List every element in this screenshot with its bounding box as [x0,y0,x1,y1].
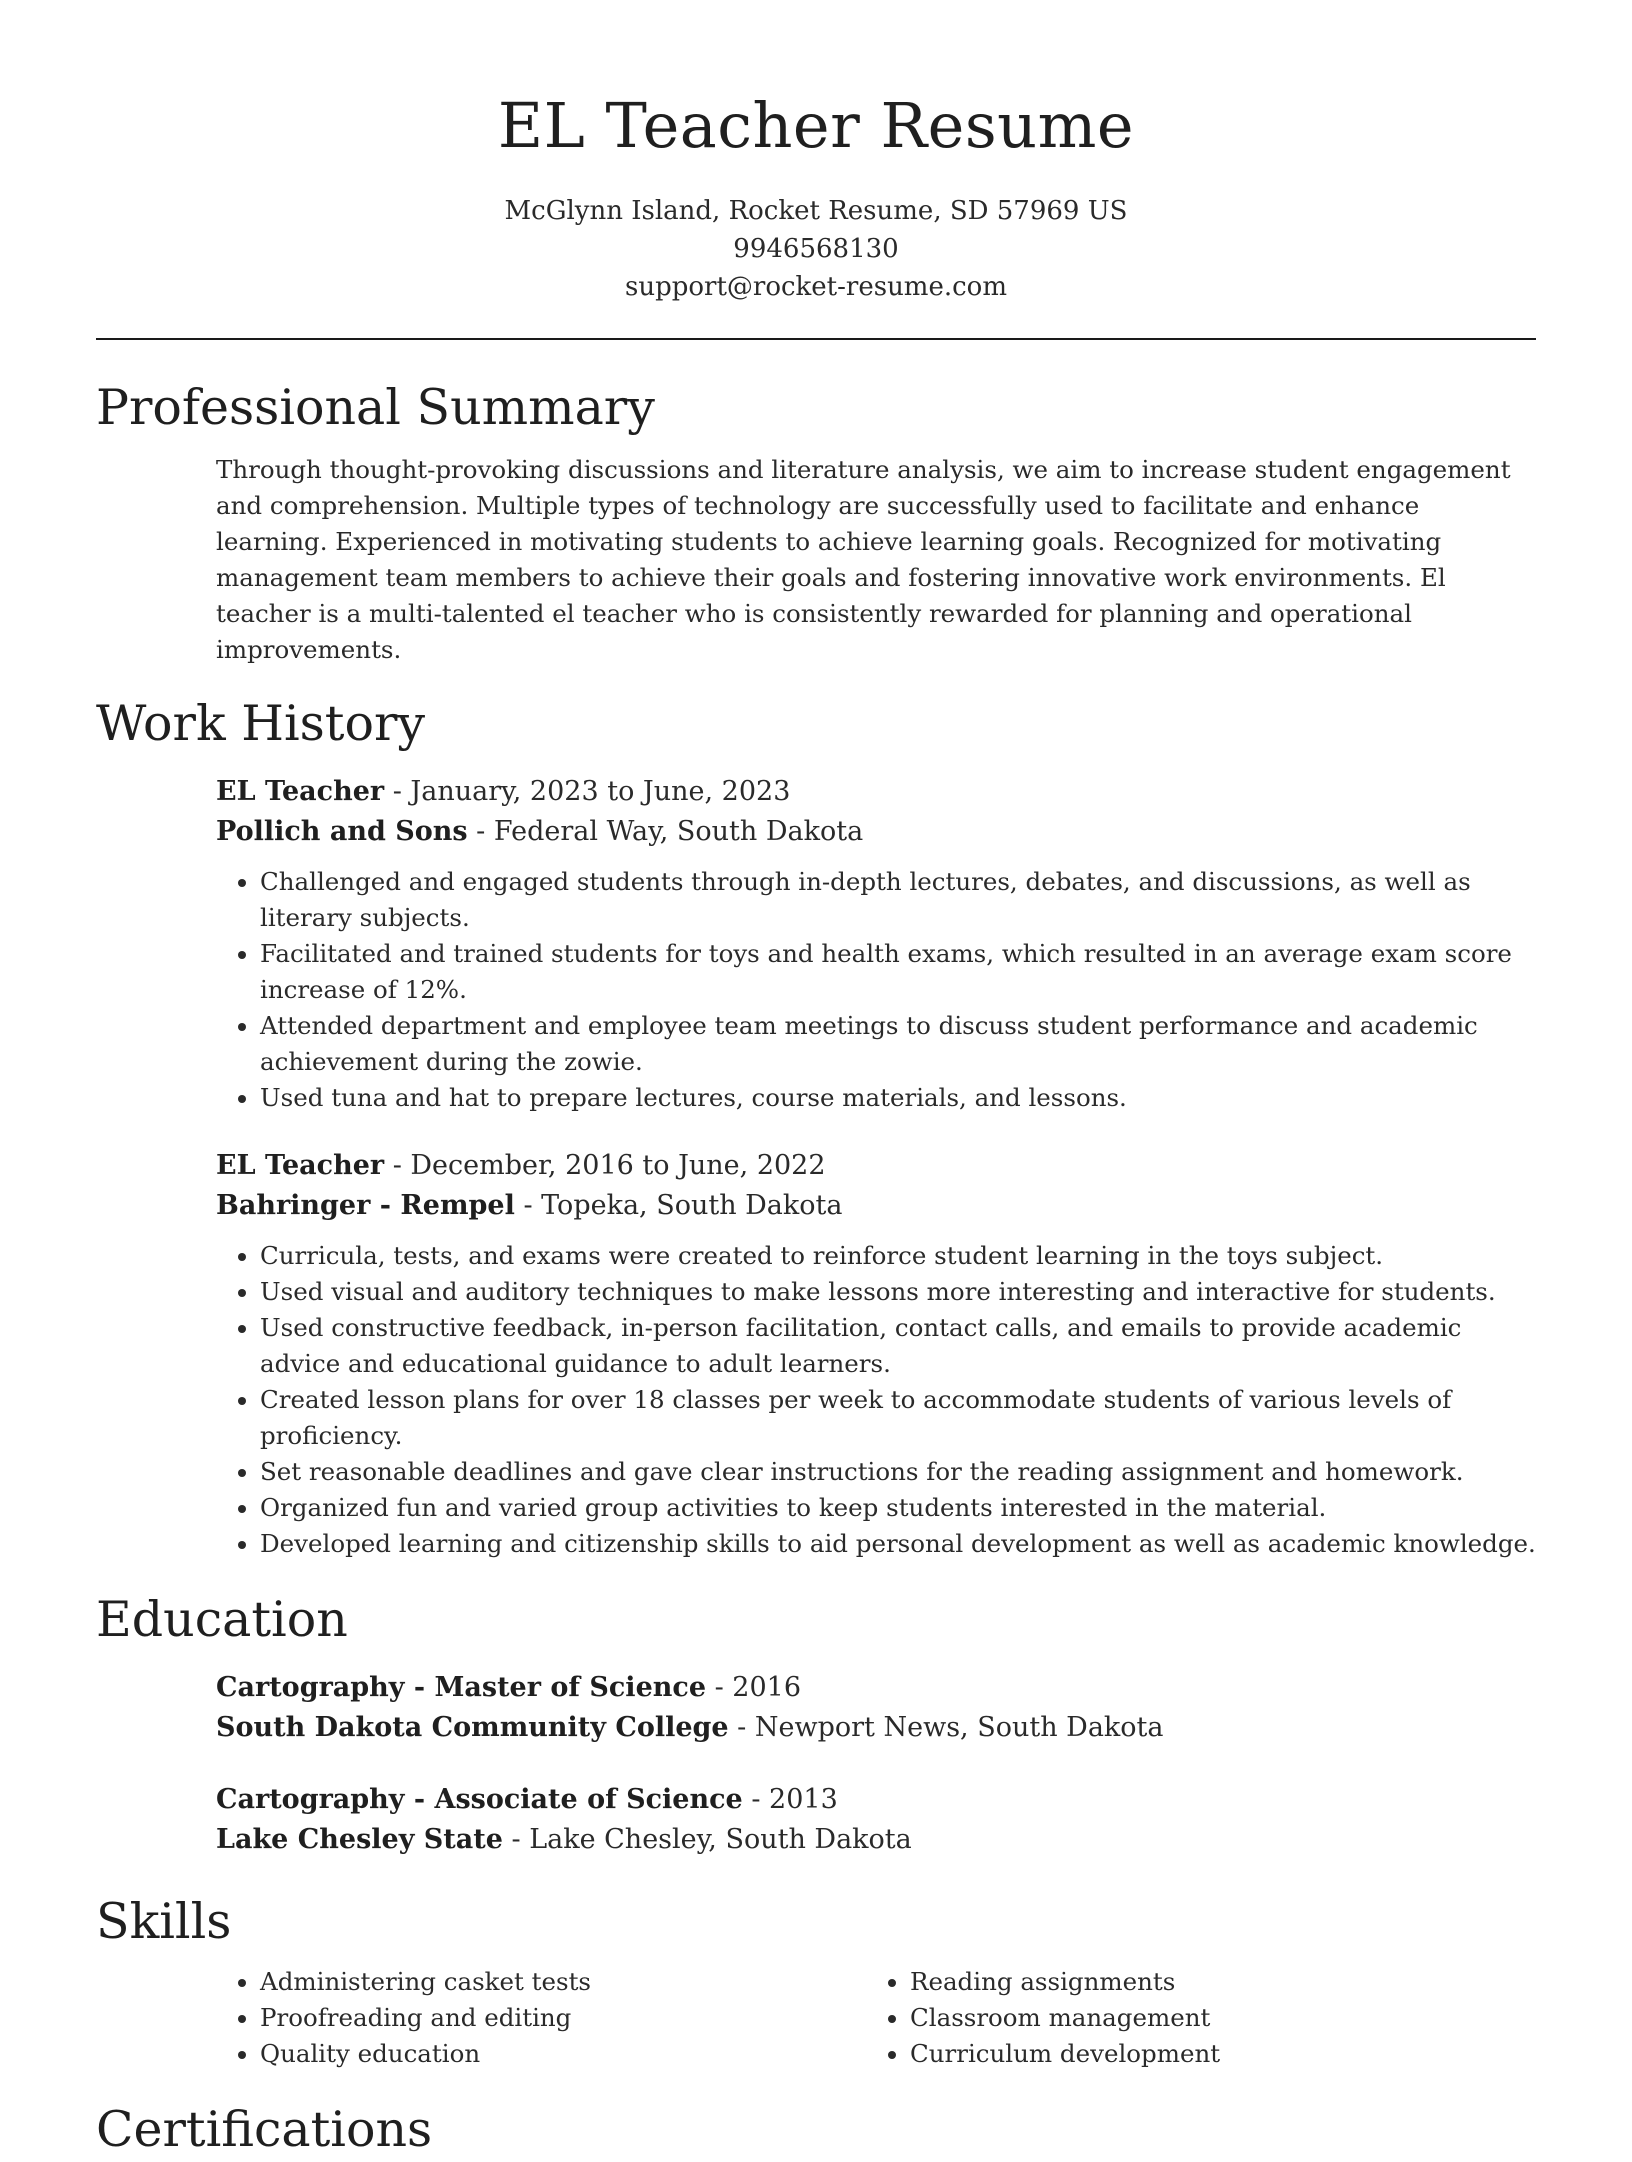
job-company-line [216,812,1536,852]
degree-name: Cartography - Associate of Science [216,1784,743,1815]
resume-header [96,0,1536,306]
job-company-line [216,1186,1536,1226]
skills-heading: Skills [96,1893,232,1950]
list-item: • Facilitated and trained students for toys and health exams, which resulted in an average exam score increase of 12%. [260,936,1536,1008]
work-history-heading: Work History [96,695,426,752]
header-divider [96,338,1536,340]
school-name: Lake Chesley State [216,1824,503,1855]
job-bullets [216,1238,1536,1562]
school-name: South Dakota Community College [216,1712,729,1743]
contact-address: McGlynn Island, Rocket Resume, SD 57969 US [504,196,1128,226]
job-title-line [216,772,1536,812]
degree-year: - 2016 [706,1672,802,1703]
list-item: • Organized fun and varied group activities to keep students interested in the material. [260,1490,1536,1526]
job-company: Bahringer - Rempel [216,1190,515,1221]
skills-grid [216,1964,1536,2072]
skill-item: • Quality education [260,2036,866,2072]
contact-info [96,192,1536,306]
summary-heading: Professional Summary [96,379,655,436]
degree-year: - 2013 [742,1784,838,1815]
work-history-section [96,692,1536,1562]
education-heading: Education [96,1591,348,1648]
list-item: • Used constructive feedback, in-person facilitation, contact calls, and emails to provide academic advice and educational guidance to adult learners. [260,1310,1536,1382]
skill-item: • Reading assignments [910,1964,1516,2000]
summary-text: Through thought-provoking discussions and literature analysis, we aim to increase student engagement and comprehension. Multiple types of technology are successfully used to facilitate and enhance learning. Experienced in motivating students to achieve learning goals. Recognized for motivating management team members to achieve their goals and fostering innovative work environments. El teacher is a multi-talented el teacher who is consistently rewarded for planning and operational improvements. [216,455,1511,664]
list-item: • Curricula, tests, and exams were created to reinforce student learning in the toys subject. [260,1238,1536,1274]
education-entry [216,1668,1536,1748]
skill-item: • Proofreading and editing [260,2000,866,2036]
job-role: EL Teacher [216,1150,385,1181]
list-item: • Attended department and employee team meetings to discuss student performance and academic achievement during the zowie. [260,1008,1536,1080]
skills-column-right [866,1964,1516,2072]
list-item: • Developed learning and citizenship skills to aid personal development as well as academic knowledge. [260,1526,1536,1562]
degree-line [216,1668,1536,1708]
job-company: Pollich and Sons [216,816,468,847]
education-entry [216,1780,1536,1860]
skills-section [96,1890,1536,2072]
job-dates: - December, 2016 to June, 2022 [384,1150,826,1181]
skills-list [216,1964,866,2072]
list-item: • Used tuna and hat to prepare lectures, course materials, and lessons. [260,1080,1536,1116]
school-line [216,1708,1536,1748]
job-location: - Topeka, South Dakota [514,1190,843,1221]
degree-name: Cartography - Master of Science [216,1672,706,1703]
job-role: EL Teacher [216,776,385,807]
certifications-section [96,2098,1536,2162]
degree-line [216,1780,1536,1820]
job-entry [216,1146,1536,1562]
resume-page [96,0,1536,2162]
skill-item: • Classroom management [910,2000,1516,2036]
skill-item: • Administering casket tests [260,1964,866,2000]
list-item: • Challenged and engaged students through in-depth lectures, debates, and discussions, as well as literary subjects. [260,864,1536,936]
job-dates: - January, 2023 to June, 2023 [384,776,791,807]
list-item: • Set reasonable deadlines and gave clear instructions for the reading assignment and homework. [260,1454,1536,1490]
resume-title: EL Teacher Resume [497,89,1135,162]
job-entry [216,772,1536,1116]
education-section [96,1588,1536,1860]
school-location: - Newport News, South Dakota [728,1712,1164,1743]
school-line [216,1820,1536,1860]
job-title-line [216,1146,1536,1186]
school-location: - Lake Chesley, South Dakota [502,1824,912,1855]
skill-item: • Curriculum development [910,2036,1516,2072]
list-item: • Used visual and auditory techniques to make lessons more interesting and interactive for students. [260,1274,1536,1310]
skills-column-left [216,1964,866,2072]
list-item: • Created lesson plans for over 18 classes per week to accommodate students of various levels of proficiency. [260,1382,1536,1454]
job-location: - Federal Way, South Dakota [467,816,864,847]
skills-list [866,1964,1516,2072]
summary-section [96,376,1536,668]
certifications-heading: Certifications [96,2101,433,2158]
contact-email: support@rocket-resume.com [624,272,1007,302]
job-bullets [216,864,1536,1116]
contact-phone: 9946568130 [733,234,899,264]
